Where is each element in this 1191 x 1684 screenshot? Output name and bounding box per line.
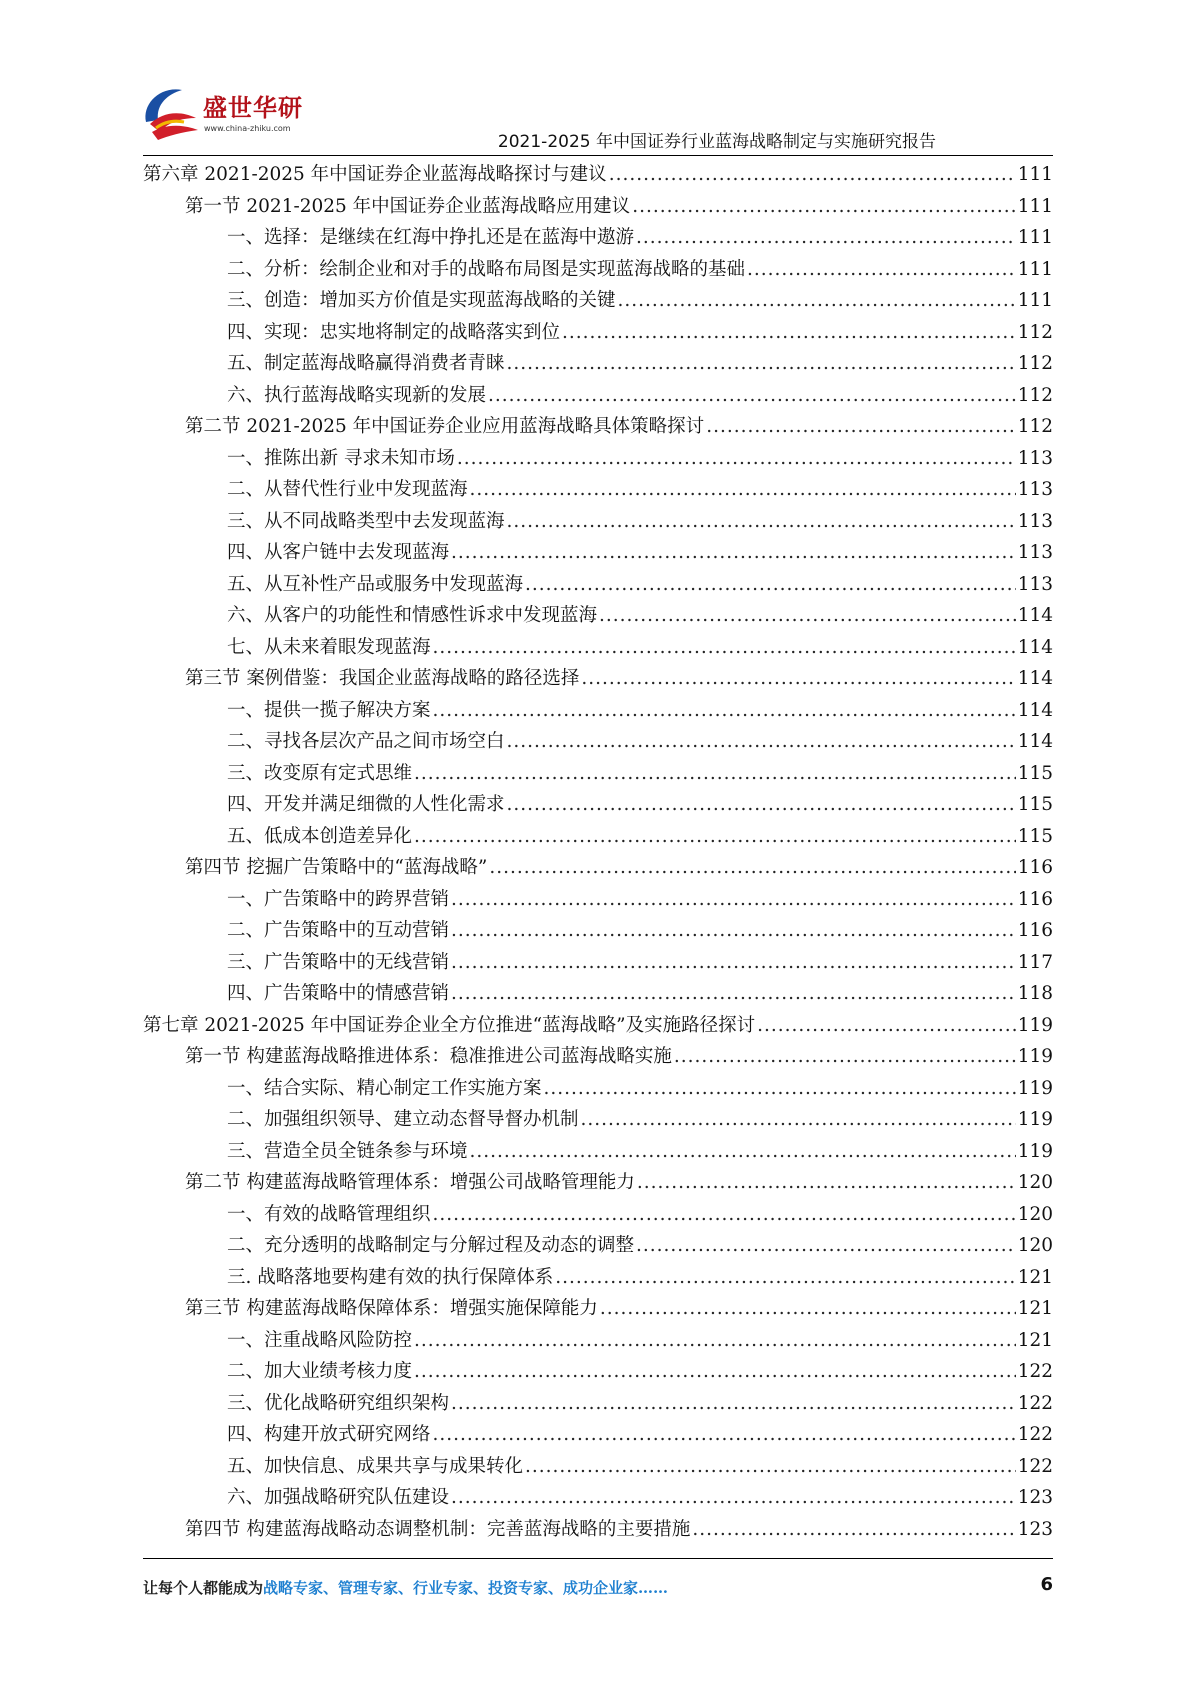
toc-entry-title: 六、执行蓝海战略实现新的发展	[227, 384, 487, 406]
toc-entry[interactable]	[143, 444, 1053, 476]
toc-dot-leader	[433, 700, 1016, 721]
toc-entry-title: 一、广告策略中的跨界营销	[227, 888, 450, 910]
toc-dot-leader	[451, 1393, 1016, 1414]
logo-url: www.china-zhiku.com	[204, 124, 291, 133]
toc-entry-title: 二、从替代性行业中发现蓝海	[227, 479, 468, 500]
toc-entry-title: 一、选择：是继续在红海中挣扎还是在蓝海中遨游	[227, 227, 635, 248]
toc-dot-leader	[706, 416, 1016, 437]
logo-swoosh-icon	[138, 82, 202, 142]
toc-entry[interactable]	[143, 853, 1053, 885]
toc-entry-title: 四、广告策略中的情感营销	[227, 983, 450, 1004]
footer-slogan-highlight: 战略专家、管理专家、行业专家、投资专家、成功企业家……	[263, 1579, 669, 1597]
toc-dot-leader	[507, 794, 1016, 815]
toc-entry-title: 二、加大业绩考核力度	[227, 1361, 413, 1382]
toc-entry-page: 115	[1017, 825, 1053, 847]
toc-entry-page: 121	[1017, 1329, 1053, 1351]
toc-entry-page: 116	[1017, 857, 1053, 878]
toc-dot-leader	[414, 826, 1016, 847]
toc-entry-title: 三、广告策略中的无线营销	[227, 951, 450, 973]
toc-entry-title: 一、推陈出新 寻求未知市场	[227, 447, 455, 469]
toc-entry[interactable]	[143, 255, 1053, 287]
company-logo	[138, 82, 308, 144]
toc-entry-title: 六、加强战略研究队伍建设	[227, 1487, 450, 1508]
toc-dot-leader	[451, 542, 1016, 563]
toc-entry[interactable]	[143, 286, 1053, 318]
toc-entry-title: 一、有效的战略管理组织	[227, 1203, 431, 1225]
toc-entry-title: 第七章 2021-2025 年中国证券企业全方位推进“蓝海战略”及实施路径探讨	[143, 1014, 756, 1036]
toc-entry[interactable]	[143, 696, 1053, 728]
toc-entry-title: 第二节 构建蓝海战略管理体系：增强公司战略管理能力	[185, 1172, 635, 1193]
toc-dot-leader	[692, 1519, 1015, 1540]
toc-entry[interactable]	[143, 727, 1053, 759]
toc-entry-title: 五、制定蓝海战略赢得消费者青睐	[227, 353, 505, 374]
toc-dot-leader	[637, 1172, 1016, 1193]
toc-entry-page: 114	[1017, 668, 1053, 689]
toc-entry-page: 116	[1017, 888, 1053, 910]
toc-entry-page: 112	[1017, 416, 1053, 437]
toc-entry-page: 111	[1017, 195, 1053, 217]
toc-entry-title: 四、构建开放式研究网络	[227, 1424, 431, 1445]
toc-entry[interactable]	[143, 1515, 1053, 1547]
footer-slogan	[143, 1577, 668, 1598]
toc-dot-leader	[433, 1204, 1016, 1225]
toc-entry-page: 114	[1017, 699, 1053, 721]
toc-entry[interactable]	[143, 633, 1053, 665]
toc-entry-page: 114	[1017, 605, 1053, 626]
document-title: 2021-2025 年中国证券行业蓝海战略制定与实施研究报告	[497, 132, 936, 152]
toc-entry[interactable]	[143, 664, 1053, 696]
toc-entry-title: 二、充分透明的战略制定与分解过程及动态的调整	[227, 1235, 635, 1256]
toc-entry-page: 123	[1017, 1487, 1053, 1508]
toc-entry-page: 113	[1017, 510, 1053, 532]
toc-entry-title: 第一节 2021-2025 年中国证券企业蓝海战略应用建议	[185, 195, 631, 217]
toc-entry-page: 111	[1017, 227, 1053, 248]
toc-dot-leader	[451, 952, 1016, 973]
toc-dot-leader	[414, 1330, 1016, 1351]
toc-entry[interactable]	[143, 948, 1053, 980]
toc-entry-page: 113	[1017, 447, 1053, 469]
toc-dot-leader	[636, 227, 1016, 248]
toc-entry[interactable]	[143, 1483, 1053, 1515]
toc-entry-page: 115	[1017, 762, 1053, 784]
toc-entry-title: 四、开发并满足细微的人性化需求	[227, 794, 505, 815]
toc-entry-page: 113	[1017, 542, 1053, 563]
toc-entry[interactable]	[143, 475, 1053, 507]
toc-entry-page: 112	[1017, 353, 1053, 374]
toc-entry[interactable]	[143, 979, 1053, 1011]
toc-entry[interactable]	[143, 160, 1053, 192]
toc-dot-leader	[507, 353, 1016, 374]
footer-slogan-prefix: 让每个人都能成为	[143, 1579, 264, 1597]
toc-entry-page: 113	[1017, 479, 1053, 500]
toc-dot-leader	[555, 1267, 1015, 1288]
toc-entry-page: 123	[1017, 1518, 1053, 1540]
toc-entry-title: 三、改变原有定式思维	[227, 762, 413, 784]
toc-entry-title: 六、从客户的功能性和情感性诉求中发现蓝海	[227, 605, 598, 626]
toc-entry-title: 第四节 构建蓝海战略动态调整机制：完善蓝海战略的主要措施	[185, 1518, 691, 1540]
toc-entry-title: 第六章 2021-2025 年中国证券企业蓝海战略探讨与建议	[143, 164, 607, 185]
toc-entry-page: 113	[1017, 573, 1053, 595]
toc-entry-page: 116	[1017, 920, 1053, 941]
toc-entry-page: 119	[1017, 1077, 1053, 1099]
toc-dot-leader	[433, 1424, 1016, 1445]
toc-entry-page: 119	[1017, 1014, 1053, 1036]
toc-entry-page: 119	[1017, 1046, 1053, 1067]
toc-entry[interactable]	[143, 1200, 1053, 1232]
toc-dot-leader	[414, 1361, 1016, 1382]
toc-dot-leader	[433, 637, 1016, 658]
toc-entry-page: 122	[1017, 1424, 1053, 1445]
toc-entry-title: 五、从互补性产品或服务中发现蓝海	[227, 573, 524, 595]
toc-entry-title: 第三节 案例借鉴：我国企业蓝海战略的路径选择	[185, 668, 580, 689]
toc-entry-title: 五、低成本创造差异化	[227, 825, 413, 847]
toc-entry-page: 111	[1017, 290, 1053, 311]
toc-entry-page: 115	[1017, 794, 1053, 815]
toc-dot-leader	[581, 668, 1015, 689]
toc-entry[interactable]	[143, 1389, 1053, 1421]
toc-dot-leader	[618, 290, 1016, 311]
toc-entry-title: 三. 战略落地要构建有效的执行保障体系	[227, 1266, 554, 1288]
toc-entry[interactable]	[143, 601, 1053, 633]
toc-entry[interactable]	[143, 349, 1053, 381]
toc-entry[interactable]	[143, 318, 1053, 350]
toc-entry-title: 一、提供一揽子解决方案	[227, 699, 431, 721]
toc-entry-title: 一、结合实际、精心制定工作实施方案	[227, 1077, 542, 1099]
toc-entry[interactable]	[143, 1105, 1053, 1137]
toc-entry[interactable]	[143, 1074, 1053, 1106]
toc-entry-title: 四、实现：忠实地将制定的战略落实到位	[227, 321, 561, 343]
toc-dot-leader	[525, 574, 1016, 595]
toc-dot-leader	[507, 511, 1016, 532]
toc-entry-title: 第三节 构建蓝海战略保障体系：增强实施保障能力	[185, 1298, 598, 1319]
toc-entry[interactable]	[143, 192, 1053, 224]
toc-entry-title: 二、广告策略中的互动营销	[227, 920, 450, 941]
toc-entry-page: 114	[1017, 636, 1053, 658]
toc-entry-title: 七、从未来着眼发现蓝海	[227, 636, 431, 658]
toc-entry-title: 三、营造全员全链条参与环境	[227, 1140, 468, 1162]
toc-entry-page: 112	[1017, 384, 1053, 406]
toc-entry-title: 五、加快信息、成果共享与成果转化	[227, 1455, 524, 1477]
toc-entry-page: 122	[1017, 1361, 1053, 1382]
toc-dot-leader	[757, 1015, 1016, 1036]
toc-entry-page: 118	[1017, 983, 1053, 1004]
footer-divider	[143, 1558, 1053, 1559]
toc-entry-title: 二、加强组织领导、建立动态督导督办机制	[227, 1109, 579, 1130]
toc-entry[interactable]	[143, 790, 1053, 822]
toc-dot-leader	[414, 763, 1016, 784]
toc-dot-leader	[525, 1456, 1016, 1477]
toc-entry[interactable]	[143, 1452, 1053, 1484]
toc-dot-leader	[470, 1141, 1016, 1162]
toc-entry-title: 二、分析：绘制企业和对手的战略布局图是实现蓝海战略的基础	[227, 258, 746, 280]
toc-entry-page: 111	[1017, 164, 1053, 185]
toc-entry-title: 二、寻找各层次产品之间市场空白	[227, 731, 505, 752]
toc-entry[interactable]	[143, 1420, 1053, 1452]
toc-dot-leader	[457, 448, 1016, 469]
toc-dot-leader	[544, 1078, 1016, 1099]
toc-entry-page: 119	[1017, 1140, 1053, 1162]
toc-entry-page: 120	[1017, 1203, 1053, 1225]
toc-dot-leader	[489, 857, 1015, 878]
toc-entry-title: 第一节 构建蓝海战略推进体系：稳准推进公司蓝海战略实施	[185, 1046, 672, 1067]
toc-entry[interactable]	[143, 1011, 1053, 1043]
toc-dot-leader	[562, 322, 1016, 343]
toc-entry[interactable]	[143, 1168, 1053, 1200]
toc-entry-title: 第四节 挖掘广告策略中的“蓝海战略”	[185, 857, 488, 878]
toc-dot-leader	[451, 889, 1016, 910]
toc-entry-title: 第二节 2021-2025 年中国证券企业应用蓝海战略具体策略探讨	[185, 416, 705, 437]
toc-entry-page: 120	[1017, 1235, 1053, 1256]
toc-entry[interactable]	[143, 1231, 1053, 1263]
page-number: 6	[1040, 1574, 1053, 1595]
toc-entry[interactable]	[143, 916, 1053, 948]
toc-entry-page: 111	[1017, 258, 1053, 280]
toc-entry-title: 三、从不同战略类型中去发现蓝海	[227, 510, 505, 532]
toc-entry[interactable]	[143, 1042, 1053, 1074]
toc-dot-leader	[451, 983, 1016, 1004]
toc-entry[interactable]	[143, 538, 1053, 570]
toc-entry-page: 121	[1017, 1266, 1053, 1288]
toc-entry[interactable]	[143, 381, 1053, 413]
toc-entry[interactable]	[143, 885, 1053, 917]
toc-entry-page: 122	[1017, 1455, 1053, 1477]
toc-entry-page: 120	[1017, 1172, 1053, 1193]
toc-entry-title: 三、优化战略研究组织架构	[227, 1392, 450, 1414]
toc-entry[interactable]	[143, 412, 1053, 444]
toc-dot-leader	[488, 385, 1016, 406]
toc-dot-leader	[599, 605, 1016, 626]
toc-dot-leader	[636, 1235, 1016, 1256]
toc-entry[interactable]	[143, 1357, 1053, 1389]
toc-entry[interactable]	[143, 223, 1053, 255]
toc-entry[interactable]	[143, 1263, 1053, 1295]
toc-dot-leader	[600, 1298, 1016, 1319]
toc-entry-page: 112	[1017, 321, 1053, 343]
toc-entry-title: 四、从客户链中去发现蓝海	[227, 542, 450, 563]
toc-entry[interactable]	[143, 570, 1053, 602]
toc-dot-leader	[674, 1046, 1016, 1067]
toc-entry-title: 三、创造：增加买方价值是实现蓝海战略的关键	[227, 290, 616, 311]
toc-entry[interactable]	[143, 1326, 1053, 1358]
toc-entry-title: 一、注重战略风险防控	[227, 1329, 413, 1351]
toc-dot-leader	[747, 259, 1016, 280]
table-of-contents	[143, 160, 1053, 1546]
toc-entry[interactable]	[143, 1137, 1053, 1169]
toc-dot-leader	[470, 479, 1016, 500]
toc-dot-leader	[632, 196, 1016, 217]
toc-entry-page: 119	[1017, 1109, 1053, 1130]
toc-entry[interactable]	[143, 759, 1053, 791]
toc-entry[interactable]	[143, 1294, 1053, 1326]
toc-entry-page: 114	[1017, 731, 1053, 752]
header-divider	[143, 155, 1053, 156]
toc-dot-leader	[609, 164, 1016, 185]
toc-entry-page: 121	[1017, 1298, 1053, 1319]
toc-entry-page: 122	[1017, 1392, 1053, 1414]
toc-dot-leader	[451, 1487, 1016, 1508]
toc-dot-leader	[507, 731, 1016, 752]
toc-entry[interactable]	[143, 507, 1053, 539]
toc-entry[interactable]	[143, 822, 1053, 854]
toc-dot-leader	[581, 1109, 1016, 1130]
toc-entry-page: 117	[1017, 951, 1053, 973]
toc-dot-leader	[451, 920, 1016, 941]
logo-text: 盛世华研	[203, 94, 303, 122]
